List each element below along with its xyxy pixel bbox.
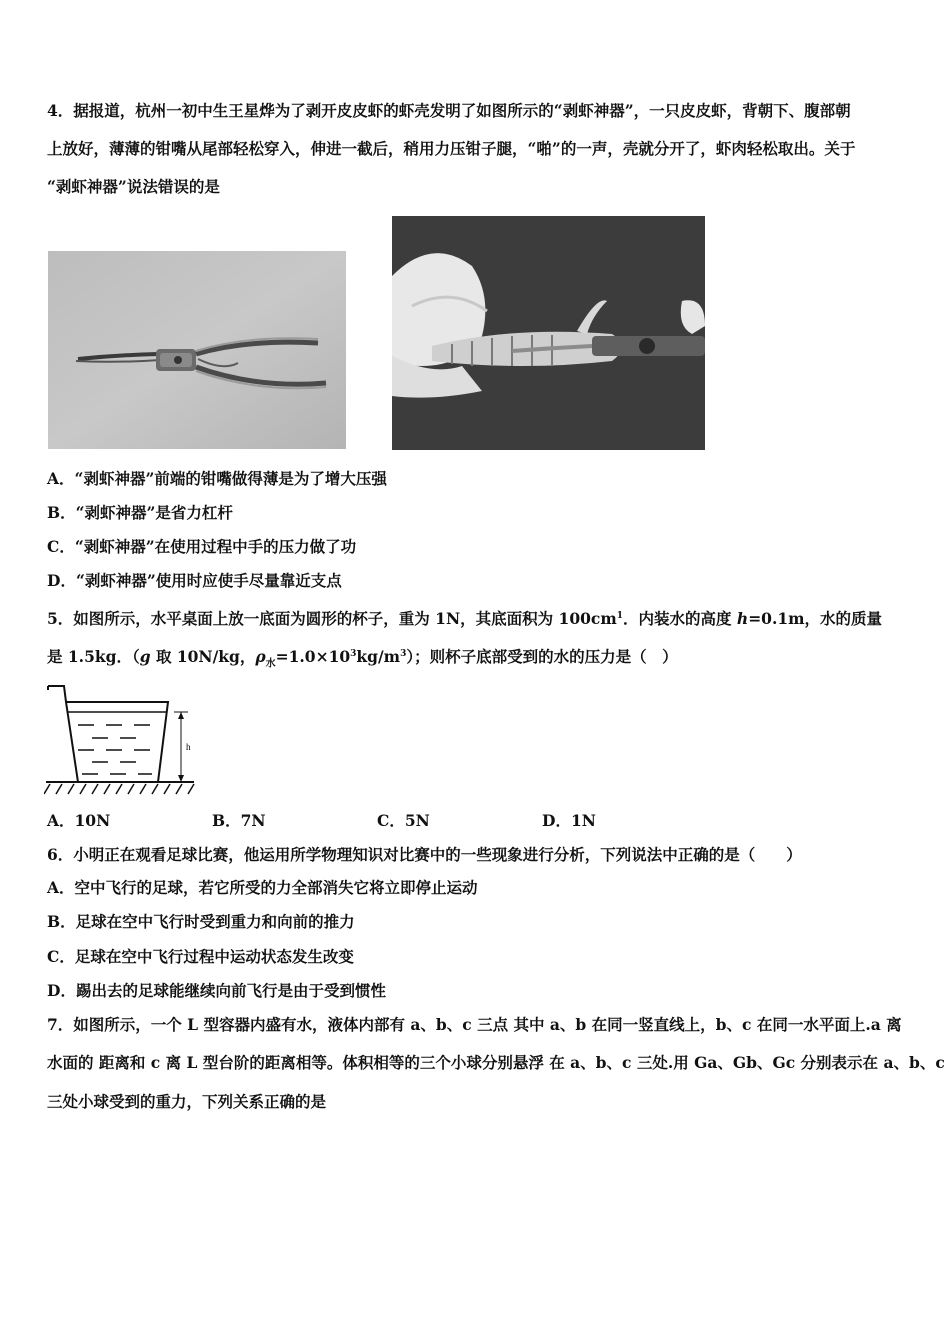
q6-option-c: C．足球在空中飞行过程中运动状态发生改变 xyxy=(47,947,354,966)
q5-line-2-part-a: 是 1.5kg．（ xyxy=(47,647,140,667)
q6-line-1: 6．小明正在观看足球比赛，他运用所学物理知识对比赛中的一些现象进行分析，下列说法中正确的是（ ） xyxy=(47,845,802,864)
cup-height-label: h xyxy=(186,742,191,752)
q4-option-a: A．“剥虾神器”前端的钳嘴做得薄是为了增大压强 xyxy=(47,469,387,488)
q7-line-2: 水面的 距离和 c 离 L 型台阶的距离相等。体积相等的三个小球分别悬浮 在 a、b、c 三处.用 Ga、Gb、Gc 分别表示在 a、b、c xyxy=(47,1053,945,1072)
q5-line-1-part-b: ．内装水的高度 xyxy=(623,609,737,629)
cup-diagram xyxy=(44,680,204,802)
q5-line-2-rho: ρ xyxy=(255,647,266,667)
q6-option-a: A．空中飞行的足球，若它所受的力全部消失它将立即停止运动 xyxy=(47,878,478,897)
q7-line-1: 7．如图所示，一个 L 型容器内盛有水，液体内部有 a、b、c 三点 其中 a、b 在同一竖直线上，b、c 在同一水平面上.a 离 xyxy=(47,1015,902,1034)
q5-option-c: C．5N xyxy=(377,811,430,830)
q4-line-3: “剥虾神器”说法错误的是 xyxy=(47,177,220,196)
q5-option-b: B．7N xyxy=(212,811,266,830)
q5-option-a: A．10N xyxy=(47,811,111,830)
q5-line-2-sub: 水 xyxy=(265,658,276,670)
q5-line-2-sup2: 3 xyxy=(400,649,407,659)
q4-option-c: C．“剥虾神器”在使用过程中手的压力做了功 xyxy=(47,537,357,556)
q4-option-d: D．“剥虾神器”使用时应使手尽量靠近支点 xyxy=(47,571,342,590)
q5-line-1-sup: 1 xyxy=(616,611,623,621)
q5-line-2 xyxy=(47,644,678,674)
q5-line-2-part-d: kg/m xyxy=(356,647,401,667)
q5-line-1-h: h xyxy=(736,609,749,629)
q4-line-1: 4．据报道，杭州一初中生王星烨为了剥开皮皮虾的虾壳发明了如图所示的“剥虾神器”，一只皮皮虾，背朝下、腹部朝 xyxy=(47,101,851,120)
q7-line-3: 三处小球受到的重力，下列关系正确的是 xyxy=(47,1092,327,1111)
q6-option-d: D．踢出去的足球能继续向前飞行是由于受到惯性 xyxy=(47,981,386,1000)
q4-line-2: 上放好，薄薄的钳嘴从尾部轻松穿入，伸进一截后，稍用力压钳子腿，“啪”的一声，壳就分开了，虾肉轻松取出。关于 xyxy=(47,139,856,158)
q5-line-1-part-c: =0.1m，水的质量 xyxy=(748,609,883,629)
q4-option-b: B．“剥虾神器”是省力杠杆 xyxy=(47,503,233,522)
q5-line-2-sup1: 3 xyxy=(350,649,357,659)
shrimp-peeling-photo xyxy=(392,216,705,450)
q5-line-2-g: g xyxy=(139,647,151,667)
q5-line-2-part-c: =1.0×10 xyxy=(275,647,351,667)
q5-line-1 xyxy=(47,606,882,629)
q5-line-1-part-a: 5．如图所示，水平桌面上放一底面为圆形的杯子，重为 1N，其底面积为 100cm xyxy=(47,609,617,629)
q5-line-2-part-e: ）；则杯子底部受到的水的压力是（ ） xyxy=(406,647,678,667)
q5-line-2-part-b: 取 10N/kg， xyxy=(150,647,256,667)
q5-option-d: D．1N xyxy=(542,811,596,830)
pliers-photo xyxy=(48,251,346,449)
q6-option-b: B．足球在空中飞行时受到重力和向前的推力 xyxy=(47,912,355,931)
